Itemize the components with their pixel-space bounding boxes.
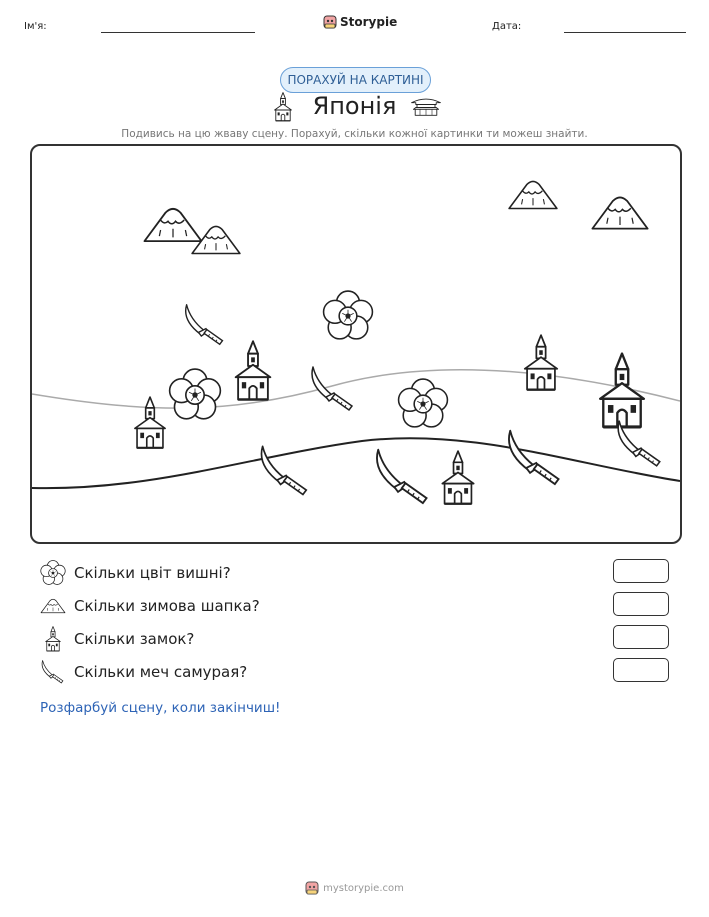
- brand-name: Storypie: [340, 15, 398, 29]
- samurai-sword: [377, 450, 427, 503]
- storypie-mascot-icon: [305, 880, 319, 896]
- mountain: [592, 197, 647, 228]
- date-label: Дата:: [492, 21, 522, 32]
- castle: [525, 335, 557, 390]
- mountain: [144, 209, 201, 241]
- badge: ПОРАХУЙ НА КАРТИНІ: [280, 67, 431, 93]
- hill-line-front: [32, 438, 680, 488]
- instructions: Подивись на цю жваву сцену. Порахуй, скільки кожної картинки ти можеш знайти.: [121, 128, 588, 140]
- footer: [0, 880, 709, 896]
- question-text: Скільки зимова шапка?: [74, 597, 260, 615]
- castle: [135, 397, 165, 448]
- question-row: [40, 593, 260, 619]
- pagoda-icon: [411, 95, 441, 117]
- footer-url[interactable]: mystorypie.com: [323, 882, 404, 894]
- brand-logo: [323, 14, 397, 30]
- name-line[interactable]: [101, 32, 255, 33]
- snowcap-mountain-icon: [40, 593, 66, 619]
- castle-icon: [40, 626, 66, 652]
- question-text: Скільки меч самурая?: [74, 663, 248, 681]
- storypie-mascot-icon: [323, 14, 337, 30]
- mountain: [509, 181, 557, 208]
- cherry-blossom-icon: [40, 560, 66, 586]
- samurai-sword-icon: [40, 659, 66, 685]
- question-text: Скільки замок?: [74, 630, 195, 648]
- question-row: [40, 560, 231, 586]
- question-row: [40, 626, 194, 652]
- answer-box-samurai-sword[interactable]: [613, 658, 669, 682]
- samurai-sword: [312, 367, 352, 410]
- page-title: Японія: [312, 92, 397, 120]
- cherry-blossom: [324, 291, 373, 339]
- date-line[interactable]: [564, 32, 686, 33]
- question-row: [40, 659, 247, 685]
- cherry-blossom: [399, 379, 448, 427]
- coloring-note: Розфарбуй сцену, коли закінчиш!: [40, 700, 281, 716]
- picture-scene: [30, 144, 682, 544]
- answer-box-snowcap[interactable]: [613, 592, 669, 616]
- answer-box-cherry-blossom[interactable]: [613, 559, 669, 583]
- answer-box-castle[interactable]: [613, 625, 669, 649]
- question-text: Скільки цвіт вишні?: [74, 564, 231, 582]
- samurai-sword: [509, 431, 559, 484]
- name-label: Ім'я:: [24, 21, 47, 32]
- hill-line-back: [32, 370, 680, 408]
- cherry-blossom: [170, 369, 221, 419]
- castle: [442, 451, 473, 504]
- samurai-sword: [186, 305, 223, 345]
- castle: [236, 341, 271, 399]
